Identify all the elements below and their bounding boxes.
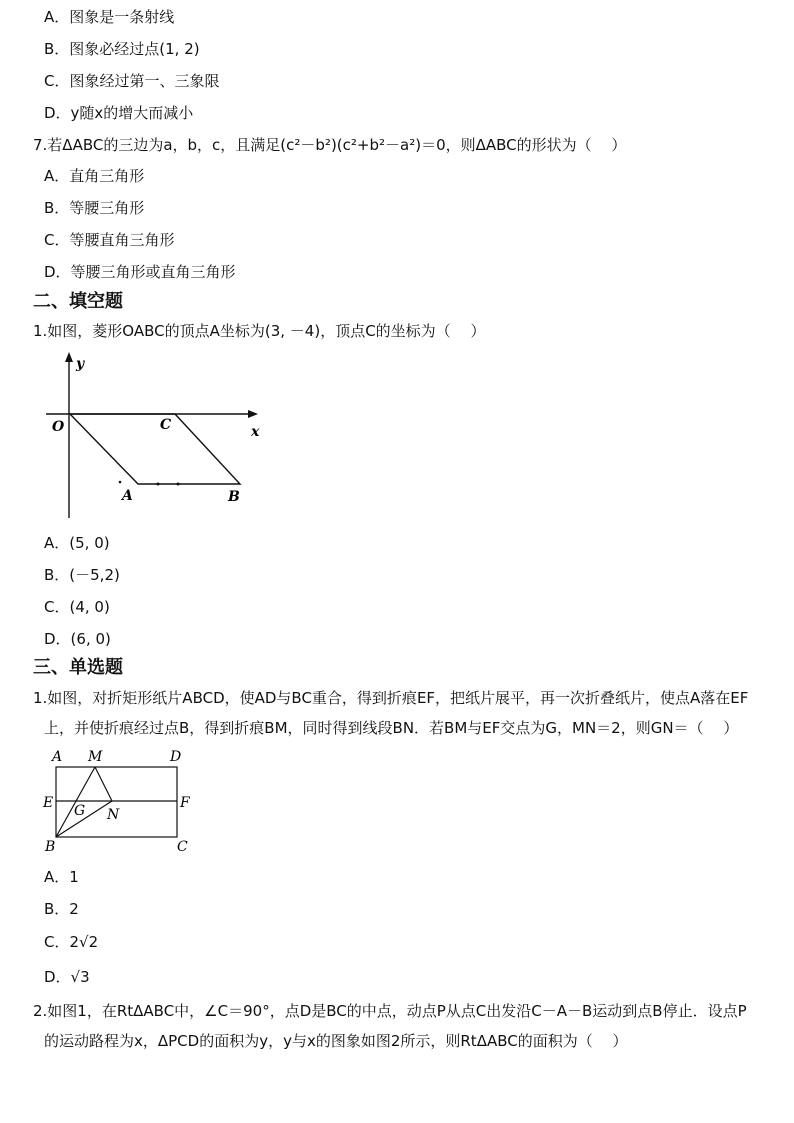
rhombus-figure xyxy=(40,350,270,525)
section-heading-fill-blank: 二、填空题 xyxy=(33,291,123,312)
option-d: D．y随x的增大而减小 xyxy=(44,104,194,122)
s3q1-option-c: C．2√2 xyxy=(44,933,99,951)
figure-label-d: D xyxy=(170,749,182,765)
figure-label-x: x xyxy=(251,424,260,440)
s3q1-option-a: A．1 xyxy=(44,868,79,886)
section3-q2-stem-line2: 的运动路程为x，ΔPCD的面积为y，y与x的图象如图2所示，则RtΔABC的面积为（ ） xyxy=(44,1032,628,1050)
folded-rectangle-figure xyxy=(40,745,200,857)
question-7-stem: 7.若ΔABC的三边为a，b，c，且满足(c²－b²)(c²+b²－a²)＝0，则ΔABC的形状为（ ） xyxy=(33,136,627,154)
figure-label-b: B xyxy=(228,489,240,505)
figure-label-e: E xyxy=(43,795,54,811)
section2-q1-stem: 1.如图，菱形OABC的顶点A坐标为(3, －4)，顶点C的坐标为（ ） xyxy=(33,322,486,340)
section3-q2-stem-line1: 2.如图1，在RtΔABC中，∠C＝90°，点D是BC的中点，动点P从点C出发沿C－A－B运动到点B停止．设点P xyxy=(33,1002,747,1020)
figure-label-a: A xyxy=(122,488,133,504)
figure-label-b: B xyxy=(45,839,56,855)
s2q1-option-a: A．(5, 0) xyxy=(44,534,110,552)
figure-label-m: M xyxy=(88,749,103,765)
figure-label-y: y xyxy=(76,356,85,372)
figure-label-n: N xyxy=(107,807,120,823)
s2q1-option-d: D．(6, 0) xyxy=(44,630,111,648)
section3-q1-stem-line1: 1.如图，对折矩形纸片ABCD，使AD与BC重合，得到折痕EF，把纸片展平，再一次折叠纸片，使点A落在EF xyxy=(33,689,749,707)
figure-label-f: F xyxy=(180,795,190,811)
s2q1-option-b: B．(－5,2) xyxy=(44,566,120,584)
figure-label-o: O xyxy=(52,419,65,435)
figure-label-c: C xyxy=(177,839,188,855)
s3q1-option-d: D．√3 xyxy=(44,968,90,986)
section3-q1-stem-line2: 上，并使折痕经过点B，得到折痕BM，同时得到线段BN．若BM与EF交点为G，MN＝2，则GN＝（ ） xyxy=(44,719,739,737)
figure-label-c: C xyxy=(160,417,172,433)
s2q1-option-c: C．(4, 0) xyxy=(44,598,110,616)
q7-option-a: A．直角三角形 xyxy=(44,167,145,185)
figure-label-g: G xyxy=(74,803,86,819)
q7-option-b: B．等腰三角形 xyxy=(44,199,145,217)
option-a: A．图象是一条射线 xyxy=(44,8,175,26)
q7-option-d: D．等腰三角形或直角三角形 xyxy=(44,263,236,281)
s3q1-option-b: B．2 xyxy=(44,900,79,918)
option-b: B．图象必经过点(1, 2) xyxy=(44,40,200,58)
section-heading-single-choice: 三、单选题 xyxy=(33,657,123,678)
figure-label-a: A xyxy=(52,749,63,765)
q7-option-c: C．等腰直角三角形 xyxy=(44,231,175,249)
option-c: C．图象经过第一、三象限 xyxy=(44,72,220,90)
